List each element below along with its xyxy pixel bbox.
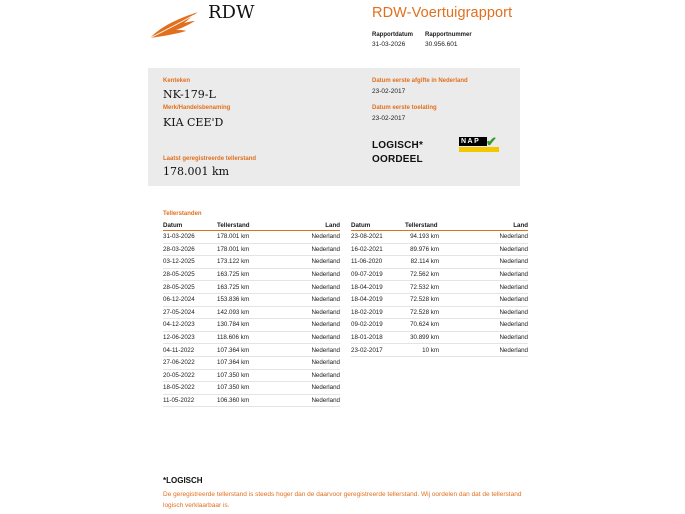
cell-country: Nederland xyxy=(275,306,340,319)
cell-reading: 130.784 km xyxy=(217,319,275,332)
odometer-value: 178.001 km xyxy=(163,165,230,178)
footnote-title xyxy=(163,476,203,485)
cell-country: Nederland xyxy=(275,369,340,382)
table-row xyxy=(163,231,340,244)
table-row xyxy=(163,356,340,369)
cell-country: Nederland xyxy=(275,331,340,344)
cell-date: 11-05-2022 xyxy=(163,394,217,407)
cell-reading: 72.528 km xyxy=(405,306,439,319)
verdict xyxy=(372,139,423,167)
rdw-logo-icon xyxy=(148,10,200,40)
cell-reading: 153.836 km xyxy=(217,293,275,306)
cell-reading: 10 km xyxy=(405,344,439,357)
make-value: KIA CEE'D xyxy=(163,116,224,129)
cell-date: 09-02-2019 xyxy=(351,319,405,332)
cell-reading: 173.122 km xyxy=(217,256,275,269)
first-admission-label: Datum eerste toelating xyxy=(372,105,437,111)
plate-value: NK-179-L xyxy=(163,88,216,101)
table-row xyxy=(351,231,528,244)
cell-country: Nederland xyxy=(275,256,340,269)
cell-reading: 142.093 km xyxy=(217,306,275,319)
table-row xyxy=(351,344,528,357)
cell-country: Nederland xyxy=(275,293,340,306)
brand-name: RDW xyxy=(208,2,255,23)
cell-reading: 72.562 km xyxy=(405,268,439,281)
cell-date: 18-02-2019 xyxy=(351,306,405,319)
table-row xyxy=(163,344,340,357)
cell-country: Nederland xyxy=(439,331,528,344)
table-row xyxy=(163,293,340,306)
cell-date: 27-05-2024 xyxy=(163,306,217,319)
column-header-reading-label: Tellerstand xyxy=(405,222,438,229)
column-header-date: Datum xyxy=(163,221,217,231)
column-header-reading xyxy=(405,221,439,231)
cell-country: Nederland xyxy=(439,268,528,281)
cell-date: 04-12-2023 xyxy=(163,319,217,332)
cell-country: Nederland xyxy=(439,243,528,256)
cell-reading: 178.001 km xyxy=(217,243,275,256)
cell-reading: 118.606 km xyxy=(217,331,275,344)
table-row xyxy=(163,382,340,395)
cell-date: 18-04-2019 xyxy=(351,293,405,306)
cell-reading: 106.360 km xyxy=(217,394,275,407)
report-date: 31-03-2026 xyxy=(372,41,406,48)
column-header-country: Land xyxy=(275,221,340,231)
report-number-label: Rapportnummer xyxy=(425,32,472,38)
cell-country: Nederland xyxy=(275,382,340,395)
table-header-row xyxy=(163,221,340,231)
cell-date: 18-04-2019 xyxy=(351,281,405,294)
cell-date: 04-11-2022 xyxy=(163,344,217,357)
table-row xyxy=(351,331,528,344)
cell-country: Nederland xyxy=(439,306,528,319)
cell-reading: 30.899 km xyxy=(405,331,439,344)
cell-country: Nederland xyxy=(439,344,528,357)
cell-date: 11-06-2020 xyxy=(351,256,405,269)
cell-country: Nederland xyxy=(439,256,528,269)
cell-date: 18-01-2018 xyxy=(351,331,405,344)
table-row xyxy=(351,306,528,319)
table-row xyxy=(163,243,340,256)
column-header-reading: Tellerstand xyxy=(217,221,275,231)
cell-date: 20-05-2022 xyxy=(163,369,217,382)
odometer-table-left xyxy=(163,221,340,407)
plate-label: Kenteken xyxy=(163,78,191,84)
first-admission-nl-label: Datum eerste afgifte in Nederland xyxy=(372,78,468,84)
table-row xyxy=(163,306,340,319)
report-number: 30.956.601 xyxy=(425,41,458,48)
table-row xyxy=(351,293,528,306)
cell-date: 16-02-2021 xyxy=(351,243,405,256)
cell-reading: 72.528 km xyxy=(405,293,439,306)
cell-reading: 70.624 km xyxy=(405,319,439,332)
column-header-date: Datum xyxy=(351,221,405,231)
cell-reading: 107.364 km xyxy=(217,344,275,357)
cell-country: Nederland xyxy=(439,293,528,306)
table-row xyxy=(163,256,340,269)
table-row xyxy=(163,319,340,332)
cell-date: 18-05-2022 xyxy=(163,382,217,395)
cell-date: 28-03-2026 xyxy=(163,243,217,256)
table-header-row xyxy=(351,221,528,231)
cell-country: Nederland xyxy=(275,394,340,407)
table-row xyxy=(163,331,340,344)
cell-date: 09-07-2019 xyxy=(351,268,405,281)
cell-country: Nederland xyxy=(275,268,340,281)
verdict-line-2: OORDEEL xyxy=(372,154,423,165)
checkmark-icon: ✔ xyxy=(486,134,497,149)
table-row xyxy=(351,319,528,332)
cell-country: Nederland xyxy=(275,231,340,244)
report-date-label: Rapportdatum xyxy=(372,32,413,38)
table-row xyxy=(351,243,528,256)
cell-date: 06-12-2024 xyxy=(163,293,217,306)
cell-date: 03-12-2025 xyxy=(163,256,217,269)
cell-date: 27-06-2022 xyxy=(163,356,217,369)
cell-country: Nederland xyxy=(275,319,340,332)
cell-country: Nederland xyxy=(439,319,528,332)
cell-reading: 178.001 km xyxy=(217,231,275,244)
nap-logo-text: NAP xyxy=(459,137,487,146)
table-row xyxy=(351,281,528,294)
odometer-label: Laatst geregistreerde tellerstand xyxy=(163,156,257,162)
cell-reading: 94.193 km xyxy=(405,231,439,244)
report-title: RDW-Voertuigrapport xyxy=(372,5,513,21)
table-row xyxy=(163,394,340,407)
cell-country: Nederland xyxy=(275,243,340,256)
make-label: Merk/Handelsbenaming xyxy=(163,105,231,111)
verdict-line-1: LOGISCH* xyxy=(372,140,424,151)
cell-date: 23-02-2017 xyxy=(351,344,405,357)
table-row xyxy=(351,268,528,281)
cell-reading: 82.114 km xyxy=(405,256,439,269)
cell-country: Nederland xyxy=(275,281,340,294)
cell-reading: 163.725 km xyxy=(217,281,275,294)
nap-logo-icon xyxy=(459,134,499,153)
table-row xyxy=(163,369,340,382)
first-admission-value: 23-02-2017 xyxy=(372,115,406,122)
cell-country: Nederland xyxy=(275,344,340,357)
cell-date: 23-08-2021 xyxy=(351,231,405,244)
table-row xyxy=(163,281,340,294)
odometer-section-title: Tellerstanden xyxy=(163,211,202,217)
first-admission-nl-value: 23-02-2017 xyxy=(372,88,406,95)
cell-reading: 89.976 km xyxy=(405,243,439,256)
cell-date: 28-05-2025 xyxy=(163,268,217,281)
footnote-marker: * xyxy=(163,476,167,485)
cell-reading: 163.725 km xyxy=(217,268,275,281)
cell-reading: 107.364 km xyxy=(217,356,275,369)
cell-country: Nederland xyxy=(275,356,340,369)
cell-date: 28-05-2025 xyxy=(163,281,217,294)
odometer-table-right xyxy=(351,221,528,357)
column-header-country: Land xyxy=(439,221,528,231)
cell-date: 12-06-2023 xyxy=(163,331,217,344)
footnote-text: De geregistreerde tellerstand is steeds hoger dan de daarvoor geregistreerde tellerstand. Wij oordelen dan dat de tellerstand logisch verklaarbaar is. xyxy=(163,491,522,509)
footnote-title-text: LOGISCH xyxy=(166,476,203,485)
cell-reading: 107.350 km xyxy=(217,369,275,382)
cell-reading: 72.532 km xyxy=(405,281,439,294)
table-row xyxy=(351,256,528,269)
cell-country: Nederland xyxy=(439,281,528,294)
cell-reading: 107.350 km xyxy=(217,382,275,395)
cell-date: 31-03-2026 xyxy=(163,231,217,244)
table-row xyxy=(163,268,340,281)
cell-country: Nederland xyxy=(439,231,528,244)
